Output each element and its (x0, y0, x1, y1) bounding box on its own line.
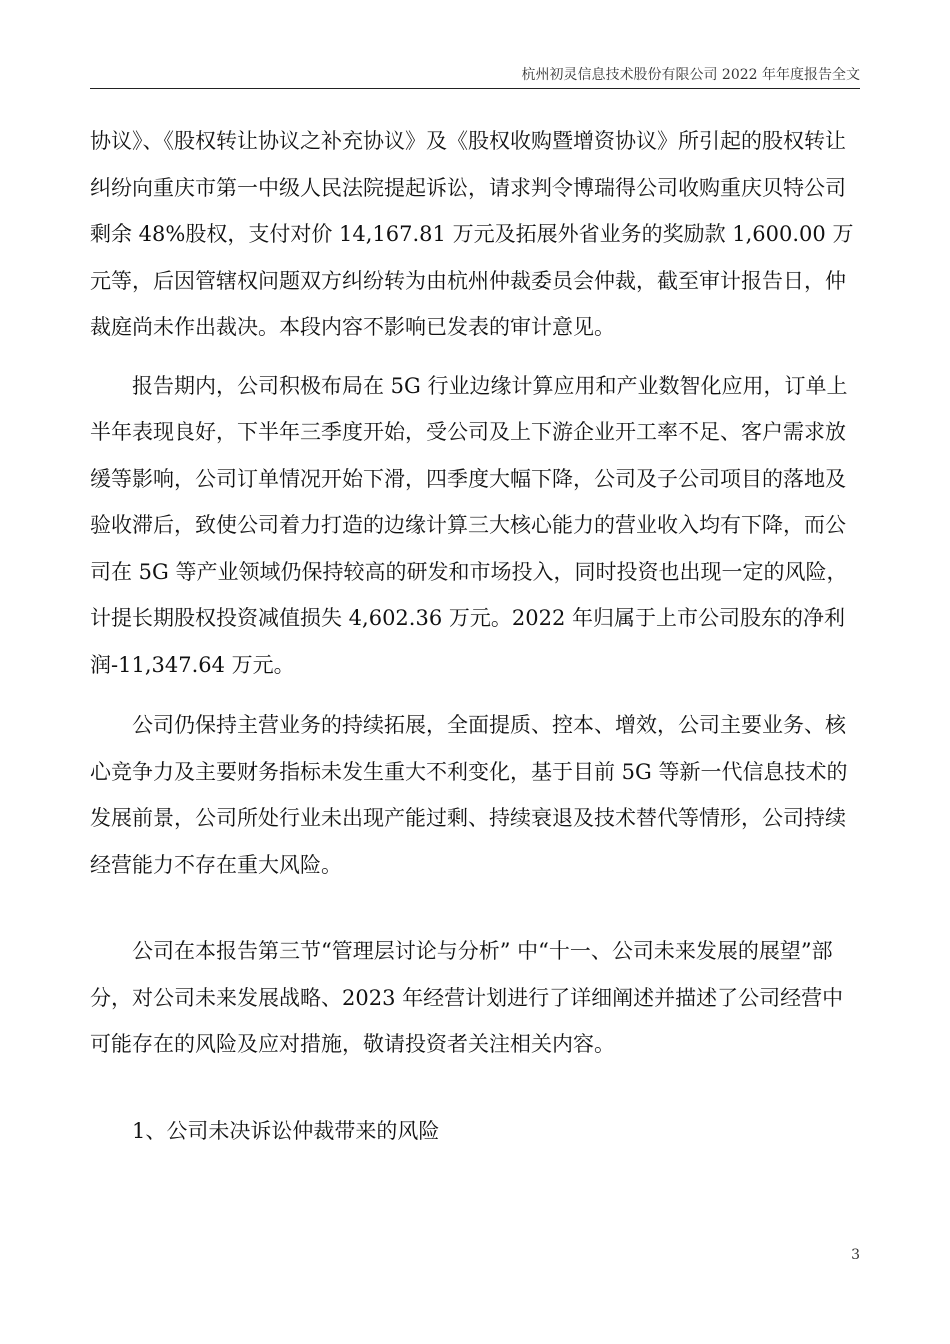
page-header (90, 60, 860, 89)
paragraph-future-outlook: 公司在本报告第三节“管理层讨论与分析” 中“十一、公司未来发展的展望”部分，对公司未来发展战略、2023 年经营计划进行了详细阐述并描述了公司经营中可能存在的风险及应对措施，敬请投资者关注相关内容。 (90, 939, 844, 1056)
paragraph-continuation: 协议》、《股权转让协议之补充协议》及《股权收购暨增资协议》所引起的股权转让纠纷向重庆市第一中级人民法院提起诉讼，请求判令博瑞得公司收购重庆贝特公司剩余 48%股权，支付对价 14,167.81 万元及拓展外省业务的奖励款 1,600.00 万元等，后因管辖权问题双方纠纷转为由杭州仲裁委员会仲裁，截至审计报告日，仲裁庭尚未作出裁决。本段内容不影响已发表的审计意见。 (90, 129, 854, 339)
paragraph-reporting-period: 报告期内，公司积极布局在 5G 行业边缘计算应用和产业数智化应用，订单上半年表现良好，下半年三季度开始，受公司及上下游企业开工率不足、客户需求放缓等影响，公司订单情况开始下滑，四季度大幅下降，公司及子公司项目的落地及验收滞后，致使公司着力打造的边缘计算三大核心能力的营业收入均有下降，而公司在 5G 等产业领域仍保持较高的研发和市场投入，同时投资也出现一定的风险，计提长期股权投资减值损失 4,602.36 万元。2022 年归属于上市公司股东的净利润-11,347.64 万元。 (90, 373, 848, 677)
document-body (90, 118, 860, 1154)
header-title: 杭州初灵信息技术股份有限公司 2022 年年度报告全文 (521, 67, 860, 83)
paragraph-going-concern: 公司仍保持主营业务的持续拓展，全面提质、控本、增效，公司主要业务、核心竞争力及主要财务指标未发生重大不利变化，基于目前 5G 等新一代信息技术的发展前景，公司所处行业未出现产能过剩、持续衰退及技术替代等情形，公司持续经营能力不存在重大风险。 (90, 713, 848, 877)
page-number: 3 (851, 1247, 860, 1263)
section-heading-litigation-risk: 1、公司未决诉讼仲裁带来的风险 (132, 1118, 440, 1143)
